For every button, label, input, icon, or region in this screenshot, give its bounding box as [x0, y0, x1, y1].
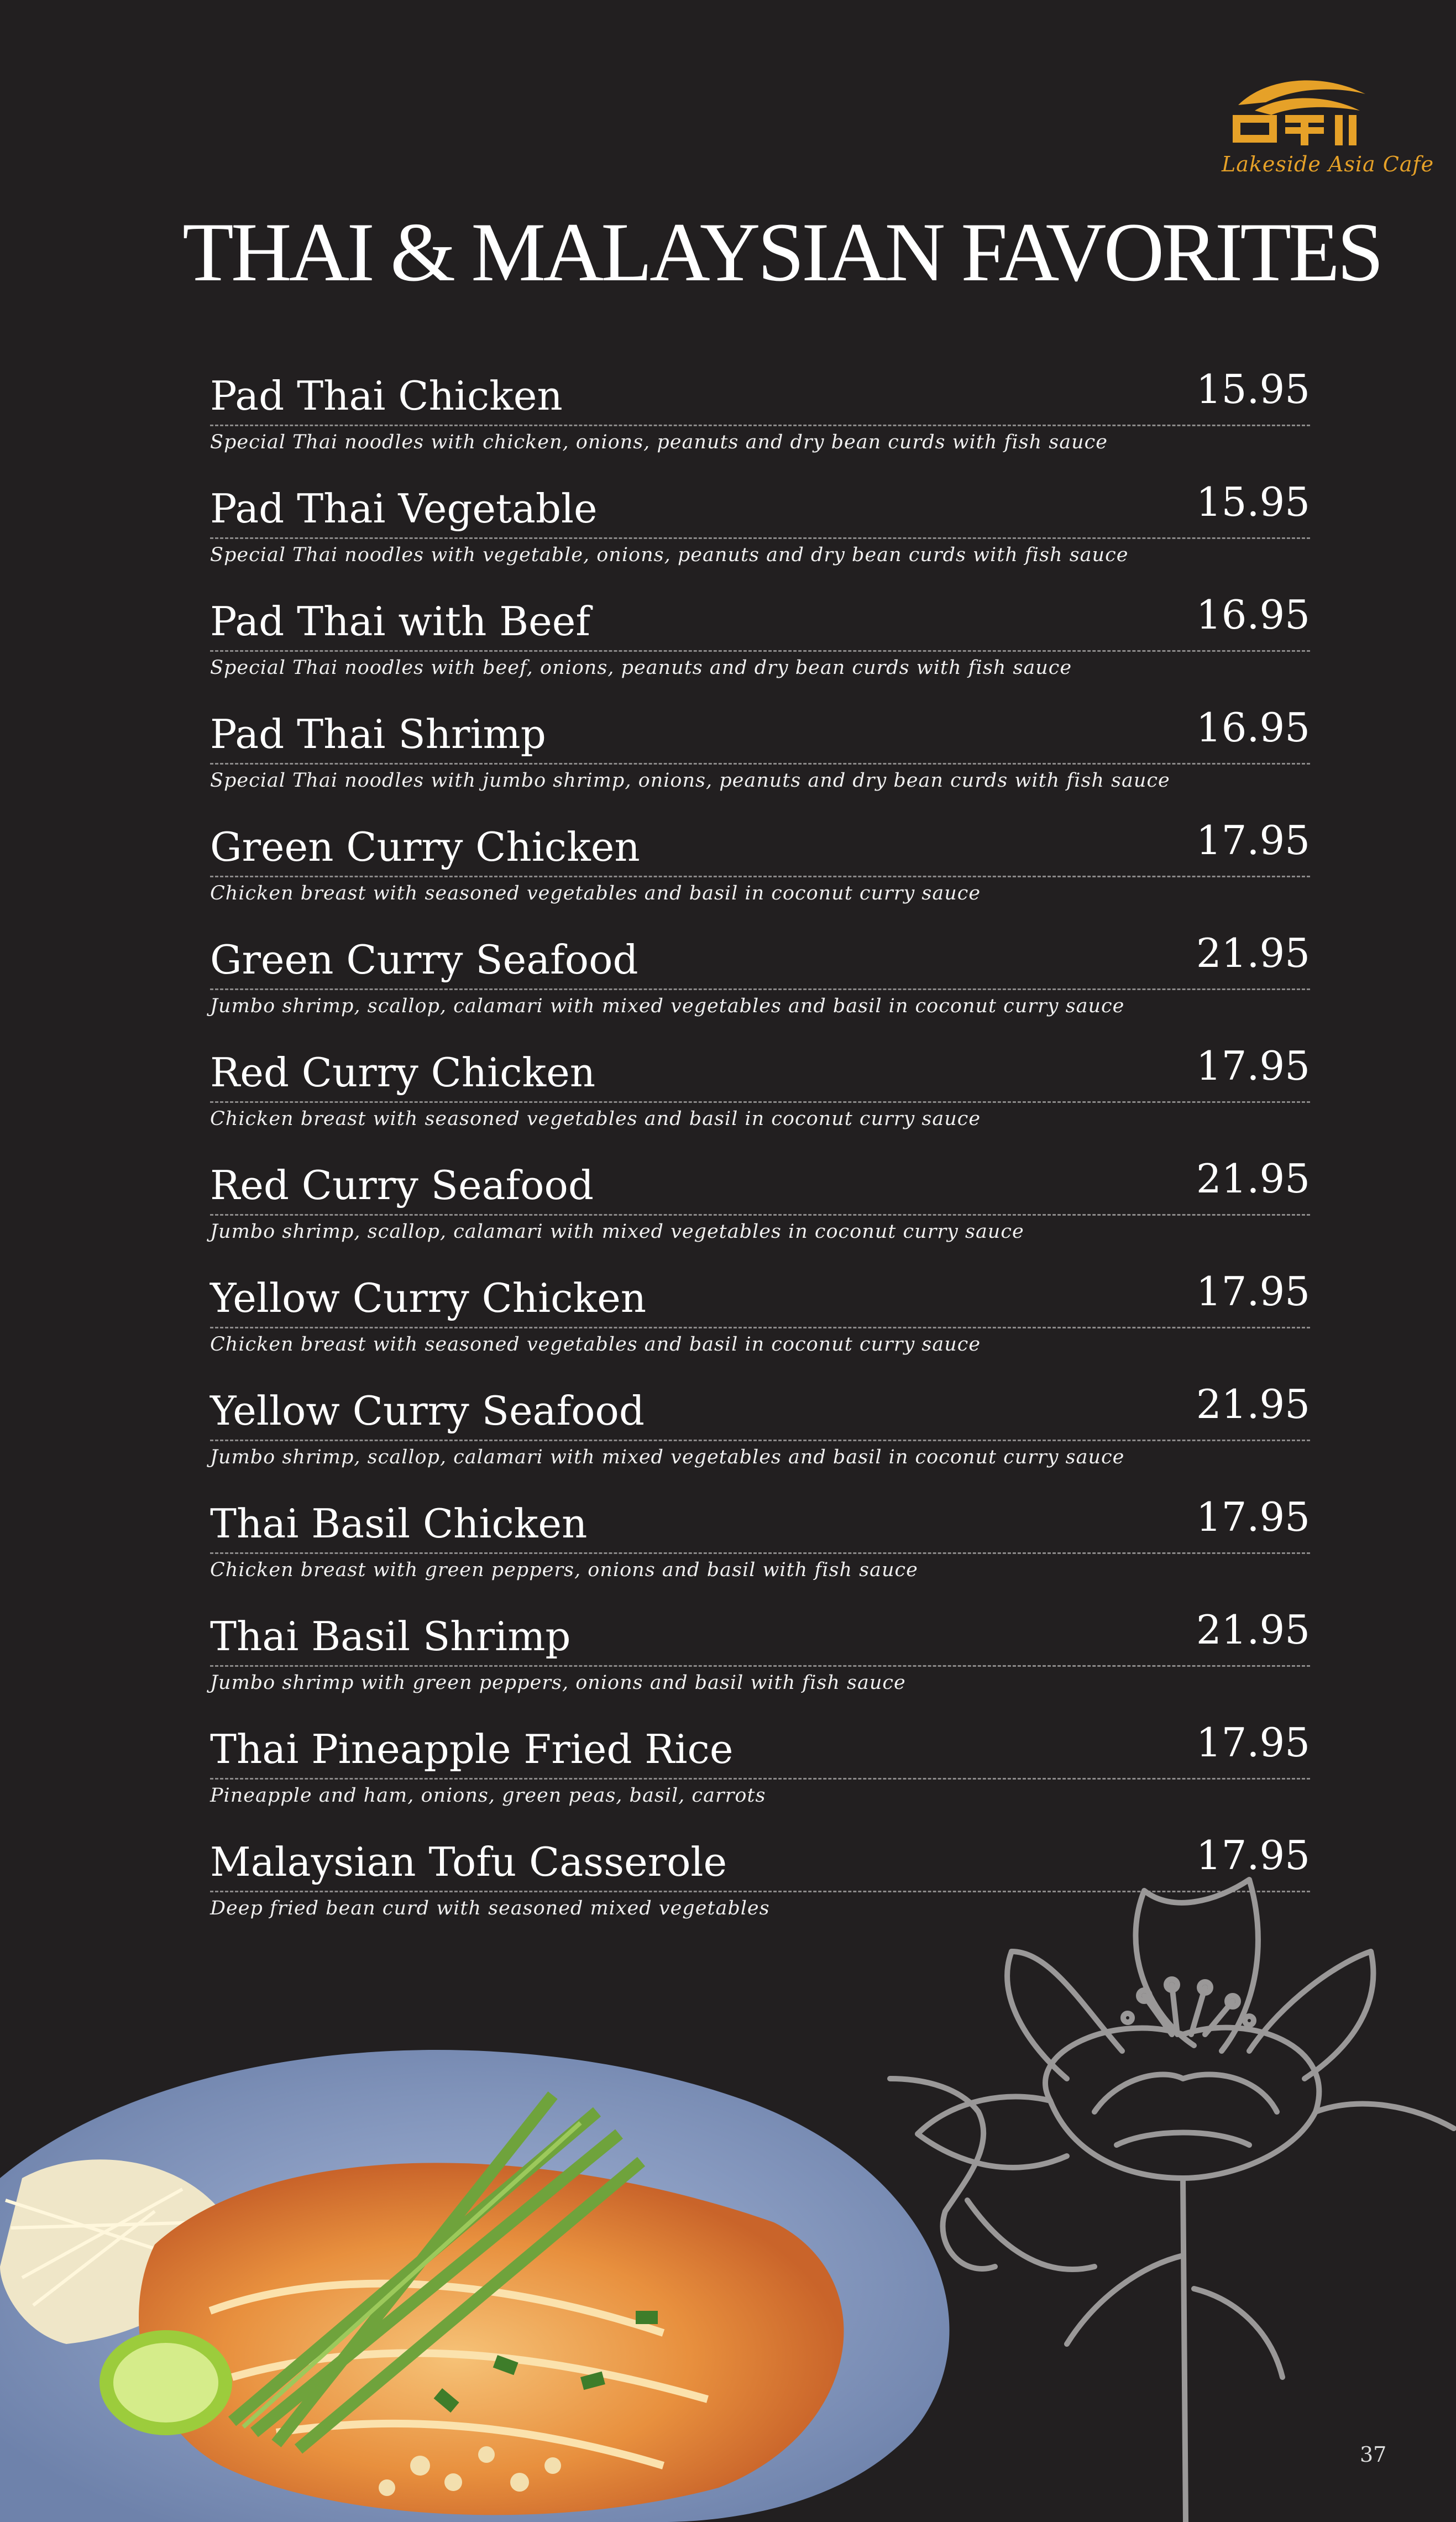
brand-logo: [1216, 72, 1434, 182]
item-description: Jumbo shrimp, scallop, calamari with mixed vegetables and basil in coconut curry sauce: [210, 1446, 1125, 1468]
item-description: Special Thai noodles with chicken, onions, peanuts and dry bean curds with fish sauce: [210, 431, 1108, 453]
menu-item: [210, 816, 1310, 929]
item-name: Red Curry Seafood: [210, 1162, 594, 1208]
menu-item: [210, 1154, 1310, 1267]
item-price: 17.95: [1196, 1268, 1310, 1315]
menu-item: [210, 590, 1310, 703]
item-price: 15.95: [1196, 479, 1310, 525]
item-name: Red Curry Chicken: [210, 1049, 596, 1096]
menu-item: [210, 929, 1310, 1042]
item-name: Pad Thai Vegetable: [210, 485, 598, 532]
item-name: Thai Basil Shrimp: [210, 1613, 571, 1660]
dashed-divider: [210, 988, 1310, 990]
dashed-divider: [210, 1440, 1310, 1441]
menu-item: [210, 1718, 1310, 1831]
item-name: Green Curry Chicken: [210, 824, 640, 870]
menu-item: [210, 1042, 1310, 1154]
dashed-divider: [210, 1327, 1310, 1328]
dashed-divider: [210, 1101, 1310, 1103]
item-price: 17.95: [1196, 1832, 1310, 1879]
item-description: Chicken breast with seasoned vegetables and basil in coconut curry sauce: [210, 1108, 981, 1130]
item-name: Yellow Curry Seafood: [210, 1388, 645, 1434]
menu-item: [210, 1380, 1310, 1493]
item-price: 17.95: [1196, 1719, 1310, 1766]
dashed-divider: [210, 1552, 1310, 1554]
item-price: 21.95: [1196, 930, 1310, 976]
item-name: Thai Basil Chicken: [210, 1500, 588, 1547]
item-price: 16.95: [1196, 592, 1310, 638]
dashed-divider: [210, 1214, 1310, 1216]
dashed-divider: [210, 763, 1310, 765]
menu-item: [210, 1605, 1310, 1718]
item-description: Chicken breast with green peppers, onions and basil with fish sauce: [210, 1559, 918, 1581]
page-number: 37: [1360, 2442, 1387, 2467]
dashed-divider: [210, 1665, 1310, 1667]
menu-item: [210, 365, 1310, 478]
brand-logo-mark: [1216, 72, 1382, 149]
item-price: 21.95: [1196, 1381, 1310, 1427]
item-name: Green Curry Seafood: [210, 936, 638, 983]
menu-item: [210, 1493, 1310, 1605]
item-price: 21.95: [1196, 1155, 1310, 1202]
dashed-divider: [210, 537, 1310, 539]
item-price: 17.95: [1196, 817, 1310, 864]
item-description: Jumbo shrimp, scallop, calamari with mixed vegetables in coconut curry sauce: [210, 1221, 1024, 1243]
menu-list: [210, 365, 1310, 1944]
item-name: Pad Thai Chicken: [210, 373, 563, 419]
item-name: Pad Thai with Beef: [210, 598, 590, 645]
menu-item: [210, 1267, 1310, 1380]
brand-name: Lakeside Asia Cafe: [1222, 152, 1434, 176]
item-description: Special Thai noodles with beef, onions, peanuts and dry bean curds with fish sauce: [210, 657, 1072, 679]
item-name: Malaysian Tofu Casserole: [210, 1839, 727, 1885]
item-name: Yellow Curry Chicken: [210, 1275, 647, 1321]
menu-item: [210, 703, 1310, 816]
item-price: 17.95: [1196, 1043, 1310, 1089]
item-price: 17.95: [1196, 1494, 1310, 1540]
dashed-divider: [210, 425, 1310, 426]
item-description: Jumbo shrimp, scallop, calamari with mixed vegetables and basil in coconut curry sauce: [210, 995, 1125, 1017]
item-description: Pineapple and ham, onions, green peas, basil, carrots: [210, 1785, 766, 1807]
item-name: Thai Pineapple Fried Rice: [210, 1726, 734, 1772]
item-name: Pad Thai Shrimp: [210, 711, 546, 757]
item-description: Chicken breast with seasoned vegetables and basil in coconut curry sauce: [210, 882, 981, 904]
item-description: Special Thai noodles with jumbo shrimp, onions, peanuts and dry bean curds with fish sauce: [210, 770, 1170, 792]
dashed-divider: [210, 1778, 1310, 1780]
item-description: Jumbo shrimp with green peppers, onions and basil with fish sauce: [210, 1672, 906, 1694]
item-price: 21.95: [1196, 1607, 1310, 1653]
item-description: Deep fried bean curd with seasoned mixed vegetables: [210, 1897, 770, 1919]
item-price: 16.95: [1196, 704, 1310, 751]
item-description: Chicken breast with seasoned vegetables and basil in coconut curry sauce: [210, 1333, 981, 1356]
item-description: Special Thai noodles with vegetable, onions, peanuts and dry bean curds with fish sauce: [210, 544, 1129, 566]
dashed-divider: [210, 650, 1310, 652]
page-title: THAI & MALAYSIAN FAVORITES: [182, 206, 1381, 299]
menu-item: [210, 478, 1310, 590]
dashed-divider: [210, 876, 1310, 877]
item-price: 15.95: [1196, 366, 1310, 412]
pad-thai-photo: [0, 2045, 995, 2522]
